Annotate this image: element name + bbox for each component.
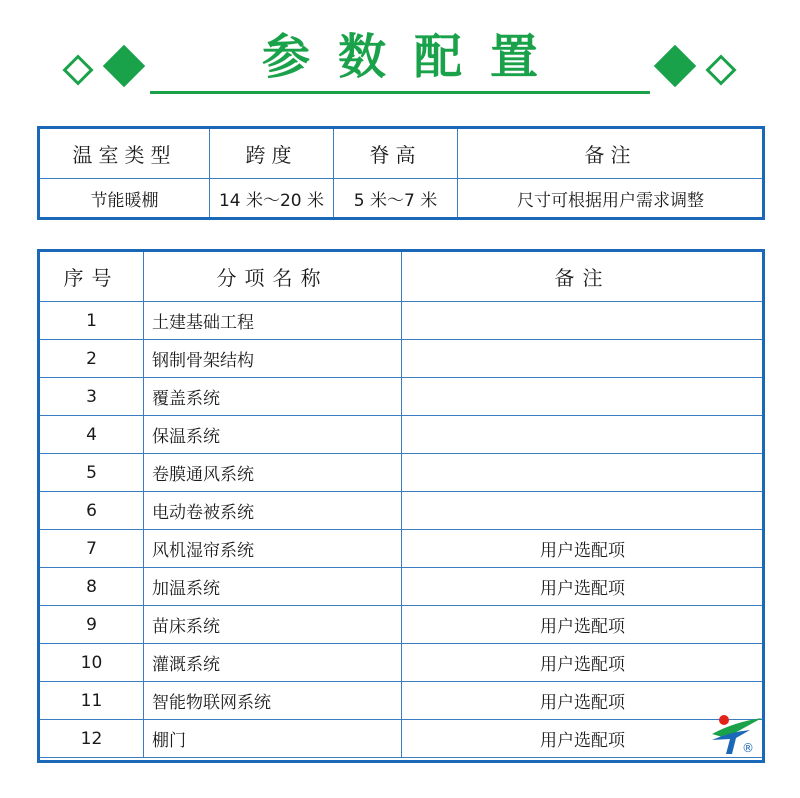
cell-item-name: 智能物联网系统 — [144, 682, 402, 720]
cell-remarks: 尺寸可根据用户需求调整 — [458, 179, 764, 218]
cell-item-name: 灌溉系统 — [144, 644, 402, 682]
title-underline — [150, 91, 650, 94]
cell-item-name: 钢制骨架结构 — [144, 340, 402, 378]
cell-seq: 9 — [40, 606, 144, 644]
header-seq: 序号 — [40, 252, 144, 302]
cell-note: 用户选配项 — [402, 682, 764, 720]
cell-item-name: 风机湿帘系统 — [144, 530, 402, 568]
cell-item-name: 覆盖系统 — [144, 378, 402, 416]
cell-item-name: 土建基础工程 — [144, 302, 402, 340]
cell-item-name: 保温系统 — [144, 416, 402, 454]
page-title: 参数配置 — [261, 29, 566, 85]
items-table-frame — [37, 249, 765, 763]
cell-item-name: 加温系统 — [144, 568, 402, 606]
cell-note: 用户选配项 — [402, 568, 764, 606]
company-logo — [706, 708, 766, 758]
header-item-name: 分项名称 — [144, 252, 402, 302]
cell-item-name: 卷膜通风系统 — [144, 454, 402, 492]
params-table-frame — [37, 126, 765, 220]
cell-note: 用户选配项 — [402, 720, 764, 758]
cell-note: 用户选配项 — [402, 606, 764, 644]
logo-red-dot-icon — [719, 715, 729, 725]
registered-mark: ® — [742, 741, 754, 755]
cell-seq: 5 — [40, 454, 144, 492]
cell-seq: 11 — [40, 682, 144, 720]
cell-seq: 10 — [40, 644, 144, 682]
header-remarks: 备注 — [458, 129, 764, 179]
cell-item-name: 棚门 — [144, 720, 402, 758]
cell-greenhouse-type: 节能暖棚 — [40, 179, 210, 218]
cell-seq: 3 — [40, 378, 144, 416]
cell-note: 用户选配项 — [402, 530, 764, 568]
cell-ridge-height: 5 米～7 米 — [334, 179, 458, 218]
cell-seq: 4 — [40, 416, 144, 454]
cell-span: 14 米～20 米 — [210, 179, 334, 218]
cell-seq: 7 — [40, 530, 144, 568]
cell-seq: 1 — [40, 302, 144, 340]
cell-seq: 12 — [40, 720, 144, 758]
header-ridge-height: 脊高 — [334, 129, 458, 179]
header-greenhouse-type: 温室类型 — [40, 129, 210, 179]
cell-item-name: 苗床系统 — [144, 606, 402, 644]
cell-note: 用户选配项 — [402, 644, 764, 682]
cell-seq: 8 — [40, 568, 144, 606]
cell-seq: 6 — [40, 492, 144, 530]
cell-item-name: 电动卷被系统 — [144, 492, 402, 530]
cell-seq: 2 — [40, 340, 144, 378]
header-note: 备注 — [402, 252, 764, 302]
header-span: 跨度 — [210, 129, 334, 179]
